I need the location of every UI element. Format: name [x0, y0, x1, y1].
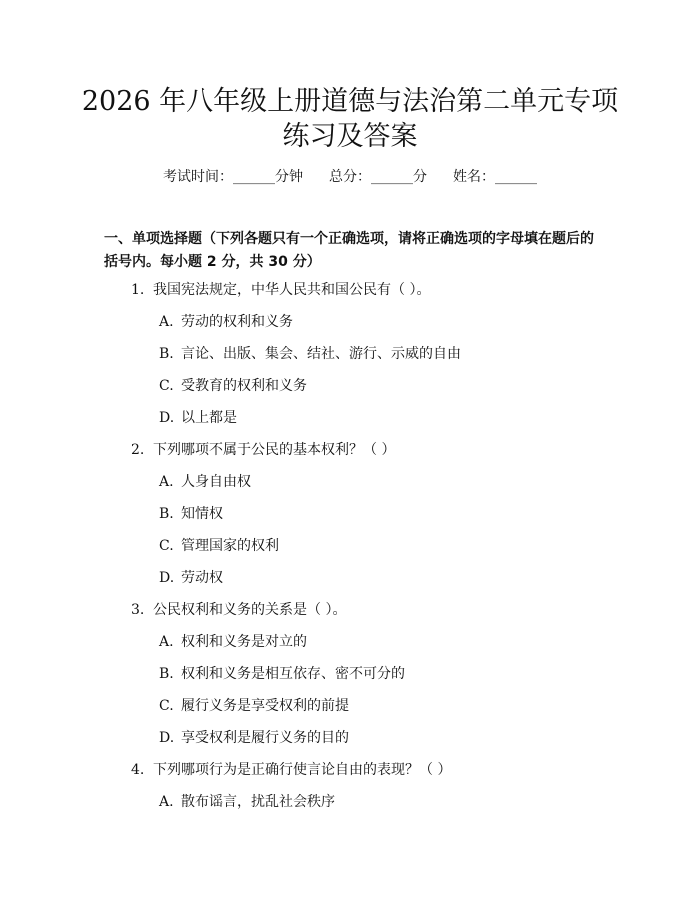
- option-letter: C.: [159, 698, 174, 714]
- document-title-line-1: 2026 年八年级上册道德与法治第二单元专项: [81, 86, 619, 117]
- option-text: 劳动权: [181, 570, 223, 586]
- question-1-option-c: [159, 376, 307, 396]
- question-text: 公民权利和义务的关系是（ ）。: [153, 602, 347, 618]
- question-1-option-b: [159, 344, 461, 364]
- option-text: 以上都是: [181, 410, 237, 426]
- question-4: [131, 760, 451, 780]
- question-2-option-d: [159, 568, 223, 588]
- option-letter: B.: [159, 506, 174, 522]
- option-letter: D.: [159, 410, 175, 426]
- question-3-option-d: [159, 728, 349, 748]
- option-text: 知情权: [181, 506, 223, 522]
- question-number: 3.: [131, 602, 145, 618]
- option-letter: D.: [159, 730, 175, 746]
- option-text: 权利和义务是对立的: [181, 634, 307, 650]
- question-3: [131, 600, 346, 620]
- option-text: 言论、出版、集会、结社、游行、示威的自由: [181, 346, 461, 362]
- option-text: 履行义务是享受权利的前提: [181, 698, 349, 714]
- option-letter: A.: [159, 634, 174, 650]
- section-heading-line-1: 一、单项选择题（下列各题只有一个正确选项，请将正确选项的字母填在题后的: [104, 231, 594, 247]
- option-letter: B.: [159, 346, 174, 362]
- total-score-field: 总分：______分: [329, 169, 427, 185]
- option-letter: A.: [159, 794, 174, 810]
- option-letter: C.: [159, 538, 174, 554]
- question-1: [131, 280, 430, 300]
- question-text: 下列哪项行为是正确行使言论自由的表现？（ ）: [153, 762, 452, 778]
- question-2: [131, 440, 395, 460]
- question-text: 我国宪法规定，中华人民共和国公民有（ ）。: [153, 282, 431, 298]
- question-3-option-b: [159, 664, 405, 684]
- document-title-line-2: 练习及答案: [282, 121, 418, 152]
- question-number: 2.: [131, 442, 145, 458]
- question-1-option-d: [159, 408, 237, 428]
- section-heading-line-2: 括号内。每小题 2 分，共 30 分）: [104, 254, 321, 270]
- question-3-option-c: [159, 696, 349, 716]
- exam-info: [0, 166, 700, 188]
- option-text: 劳动的权利和义务: [181, 314, 293, 330]
- question-1-option-a: [159, 312, 293, 332]
- option-letter: A.: [159, 314, 174, 330]
- question-number: 1.: [131, 282, 145, 298]
- student-name-field: 姓名：______: [453, 169, 537, 185]
- question-text: 下列哪项不属于公民的基本权利？（ ）: [153, 442, 396, 458]
- question-2-option-b: [159, 504, 223, 524]
- exam-time-field: 考试时间：______分钟: [163, 169, 303, 185]
- option-letter: B.: [159, 666, 174, 682]
- option-text: 权利和义务是相互依存、密不可分的: [181, 666, 405, 682]
- section-heading: [104, 228, 604, 274]
- option-text: 受教育的权利和义务: [181, 378, 307, 394]
- option-letter: D.: [159, 570, 175, 586]
- question-2-option-c: [159, 536, 279, 556]
- question-number: 4.: [131, 762, 145, 778]
- question-2-option-a: [159, 472, 251, 492]
- option-text: 散布谣言，扰乱社会秩序: [181, 794, 335, 810]
- question-4-option-a: [159, 792, 335, 812]
- option-text: 享受权利是履行义务的目的: [181, 730, 349, 746]
- question-3-option-a: [159, 632, 307, 652]
- option-letter: A.: [159, 474, 174, 490]
- option-text: 管理国家的权利: [181, 538, 279, 554]
- option-letter: C.: [159, 378, 174, 394]
- option-text: 人身自由权: [181, 474, 251, 490]
